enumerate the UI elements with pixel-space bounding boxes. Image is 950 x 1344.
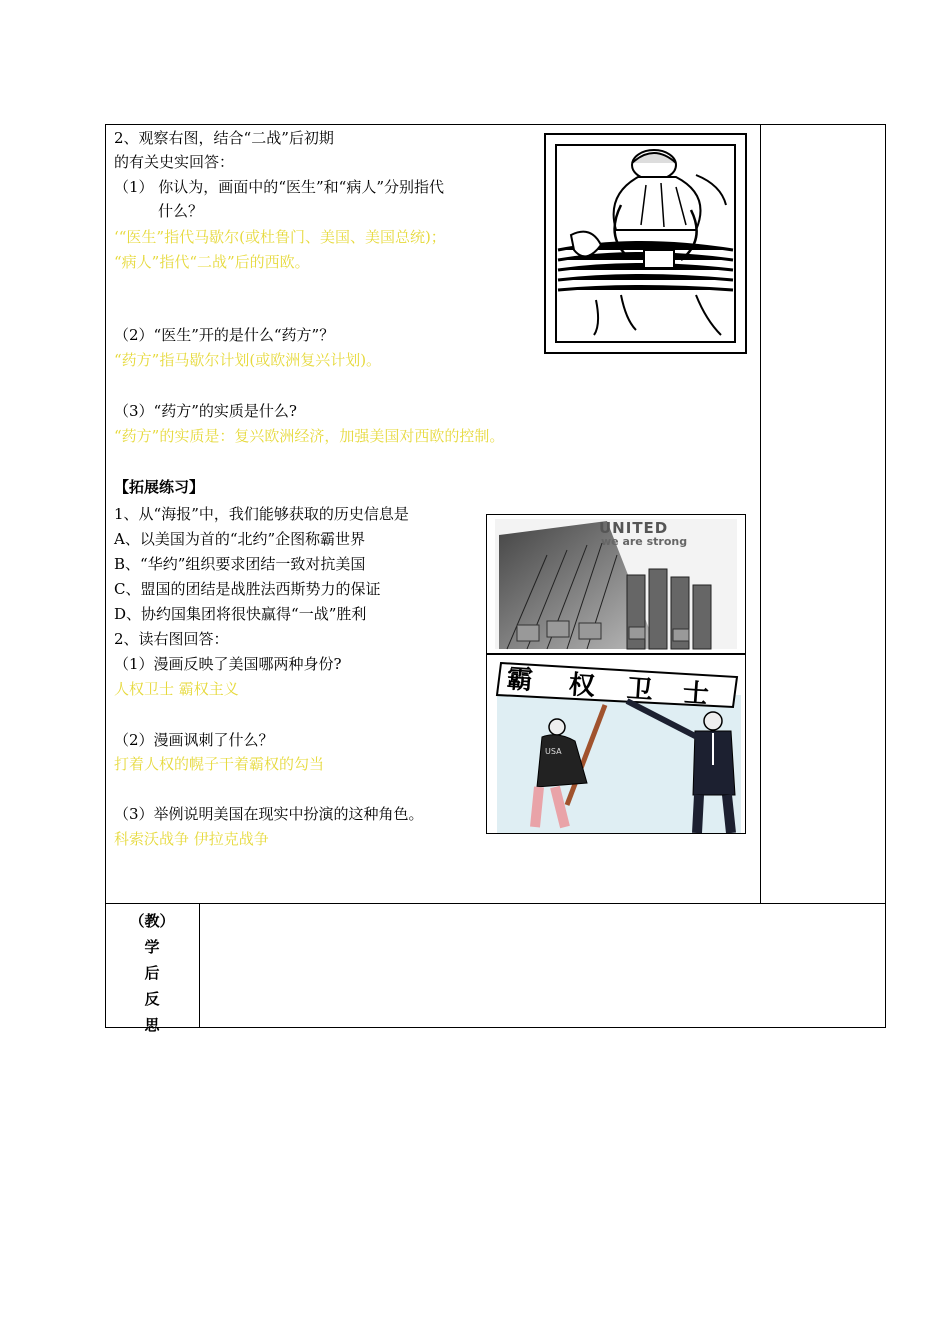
- ext-option-d: D、协约国集团将很快赢得“一战”胜利: [114, 605, 367, 623]
- q2-intro-line2: 的有关史实回答：: [114, 153, 235, 171]
- q2-sub2: （2）“医生”开的是什么“药方”？: [114, 326, 335, 344]
- cartoon-sign-char-1: 霸: [505, 664, 534, 696]
- reflection-label: [122, 908, 182, 1038]
- reflection-row-divider: [105, 903, 886, 904]
- cartoon-shirt-text: USA: [545, 747, 562, 756]
- ext-q2-answer1: 人权卫士 霸权主义: [114, 680, 239, 698]
- reflection-char-1: （教）: [129, 912, 175, 930]
- doctor-patient-drawing: [546, 135, 745, 352]
- reflection-char-5: 思: [144, 1016, 160, 1034]
- poster-title: UNITED: [599, 519, 669, 537]
- right-column-divider: [760, 124, 761, 904]
- q2-intro-line1: 2、观察右图，结合“二战”后初期: [114, 129, 334, 147]
- ext-q2-sub2: （2）漫画讽刺了什么？: [114, 731, 274, 749]
- ext-q1: 1、从“海报”中，我们能够获取的历史信息是: [114, 505, 409, 523]
- ext-q2-answer2: 打着人权的幌子干着霸权的勾当: [114, 755, 325, 773]
- cartoon-sign-char-3: 卫: [625, 674, 654, 706]
- poster-subtitle: we are strong: [601, 535, 688, 548]
- q2-answer2: “药方”指马歇尔计划(或欧洲复兴计划)。: [114, 351, 382, 369]
- q2-sub1-line1: （1） 你认为，画面中的“医生”和“病人”分别指代: [114, 178, 444, 196]
- ext-option-c: C、盟国的团结是战胜法西斯势力的保证: [114, 580, 381, 598]
- reflection-char-3: 后: [144, 964, 160, 982]
- extension-heading: 【拓展练习】: [114, 478, 205, 496]
- cartoon-sign-char-2: 权: [567, 670, 596, 702]
- cartoon-sign-char-4: 士: [681, 678, 710, 710]
- q2-sub1-line2: 什么？: [158, 202, 204, 220]
- human-rights-cartoon: [486, 654, 746, 834]
- ext-q2: 2、读右图回答：: [114, 630, 229, 648]
- ext-q2-sub3: （3）举例说明美国在现实中扮演的这种角色。: [114, 805, 424, 823]
- q2-sub3: （3）“药方”的实质是什么?: [114, 402, 297, 420]
- q2-answer1-line2: “病人”指代“二战”后的西欧。: [114, 253, 310, 271]
- ext-option-a: A、以美国为首的“北约”企图称霸世界: [114, 530, 366, 548]
- reflection-label-divider: [199, 903, 200, 1028]
- reflection-char-4: 反: [144, 990, 160, 1008]
- q2-answer3: “药方”的实质是：复兴欧洲经济，加强美国对西欧的控制。: [114, 427, 505, 445]
- united-poster: [486, 514, 746, 654]
- reflection-char-2: 学: [144, 938, 160, 956]
- doctor-patient-cartoon: [544, 133, 747, 354]
- q2-answer1-line1: ‘“医生”指代马歇尔(或杜鲁门、美国、美国总统)；: [114, 228, 446, 246]
- ext-q2-sub1: （1）漫画反映了美国哪两种身份?: [114, 655, 342, 673]
- ext-option-b: B、“华约”组织要求团结一致对抗美国: [114, 555, 366, 573]
- ext-q2-answer3: 科索沃战争 伊拉克战争: [114, 830, 269, 848]
